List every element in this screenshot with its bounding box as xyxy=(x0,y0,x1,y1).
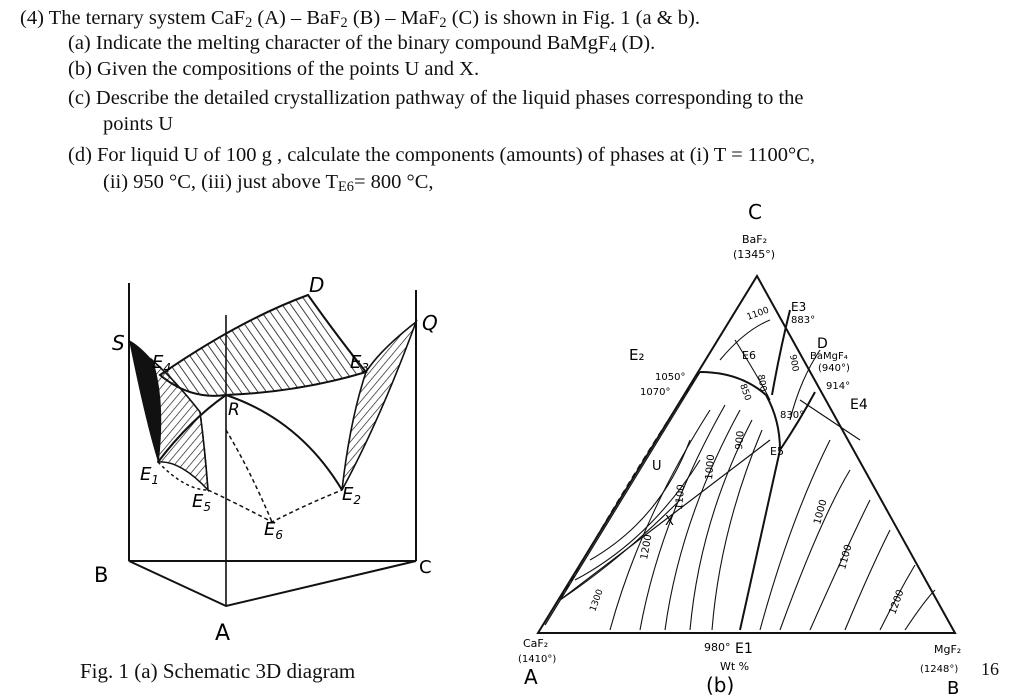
part-b: (b) Given the compositions of the points U and X. xyxy=(68,58,480,80)
label-r: R xyxy=(228,400,240,420)
label-e4: $E_4$ xyxy=(152,352,172,375)
label-baf2: BaF₂ xyxy=(742,233,768,246)
label-wt: Wt % xyxy=(720,660,750,673)
label-x: X xyxy=(665,514,674,529)
label-e6: $E_6$ xyxy=(264,519,284,542)
label-b-e3-temp: 883° xyxy=(791,315,816,326)
label-b-e4: E4 xyxy=(850,397,868,413)
label-bc: C xyxy=(748,200,762,224)
label-c: C xyxy=(419,557,432,578)
label-e1: $E_1$ xyxy=(140,464,160,487)
label-e2: $E_2$ xyxy=(342,484,362,507)
label-1100: 1100 xyxy=(674,483,688,511)
boundary-e3 xyxy=(772,310,790,395)
label-900: 900 xyxy=(734,430,747,451)
page-number: 16 xyxy=(981,659,999,679)
isotherm-lines xyxy=(560,320,935,630)
figure-caption: Fig. 1 (a) Schematic 3D diagram xyxy=(80,659,356,683)
part-d-cont: (ii) 950 °C, (iii) just above $T_{E6}= 800$ °C, xyxy=(103,171,434,195)
label-e5: $E_5$ xyxy=(192,491,212,514)
label-a: A xyxy=(215,621,231,646)
label-b-d: D xyxy=(817,336,828,352)
label-s: S xyxy=(112,331,125,355)
label-b-a: A xyxy=(524,665,538,689)
label-900-top: 900 xyxy=(787,353,800,373)
label-mgf2: MgF₂ xyxy=(934,643,962,656)
label-1000: 1000 xyxy=(812,498,830,526)
part-a: (a) Indicate the melting character of the binary compound BaMgF$_4$ (D). xyxy=(68,32,656,56)
question-line-1: (4) The ternary system CaF$_2$ (A) – BaF$_2$ (B) – MaF$_2$ (C) is shown in Fig. 1 (a & b). xyxy=(20,7,700,31)
boundary-e4 xyxy=(780,392,815,450)
label-1200: 1200 xyxy=(639,533,655,561)
label-1050: 1050° xyxy=(655,372,686,383)
label-980: 980° xyxy=(704,641,731,654)
label-mgf2-temp: (1248°) xyxy=(920,664,959,675)
label-b-e6: E6 xyxy=(742,349,756,362)
label-b: B xyxy=(94,563,109,587)
label-d: D xyxy=(309,273,325,297)
label-1070: 1070° xyxy=(640,387,671,398)
label-b-e1: E1 xyxy=(735,641,753,657)
label-1100-top: 1100 xyxy=(745,305,771,323)
label-b-e2: E₂ xyxy=(629,346,645,364)
ternary-triangle xyxy=(538,276,955,633)
label-bamgf4-temp: (940°) xyxy=(818,363,850,374)
label-830: 830° xyxy=(780,410,805,421)
label-1000-mid: 1000 xyxy=(704,453,718,481)
label-q: Q xyxy=(422,311,438,335)
label-bamgf4: BaMgF₄ xyxy=(810,351,848,362)
label-caf2: CaF₂ xyxy=(523,637,549,650)
label-u: U xyxy=(652,459,662,474)
part-c: (c) Describe the detailed crystallization pathway of the liquid phases corresponding to the xyxy=(68,87,804,109)
label-caf2-temp: (1410°) xyxy=(518,654,557,665)
label-b-e3: E3 xyxy=(791,300,807,314)
part-c-cont: points U xyxy=(103,113,174,135)
label-baf2-temp: (1345°) xyxy=(733,248,776,261)
label-e3: $E_3$ xyxy=(350,352,370,375)
label-914: 914° xyxy=(826,381,851,392)
label-b-e5: E5 xyxy=(770,445,784,458)
boundary-e5-e1 xyxy=(740,450,780,630)
label-800: 800 xyxy=(755,373,768,393)
label-1100-right: 1100 xyxy=(837,543,855,571)
part-d: (d) For liquid U of 100 g , calculate the components (amounts) of phases at (i) T = 1100°C, xyxy=(68,144,815,166)
label-850: 850 xyxy=(737,382,753,403)
label-b-b: B xyxy=(947,678,960,699)
label-1300: 1300 xyxy=(588,588,606,614)
label-fig-b: (b) xyxy=(706,673,735,697)
label-1200-right: 1200 xyxy=(887,588,907,617)
